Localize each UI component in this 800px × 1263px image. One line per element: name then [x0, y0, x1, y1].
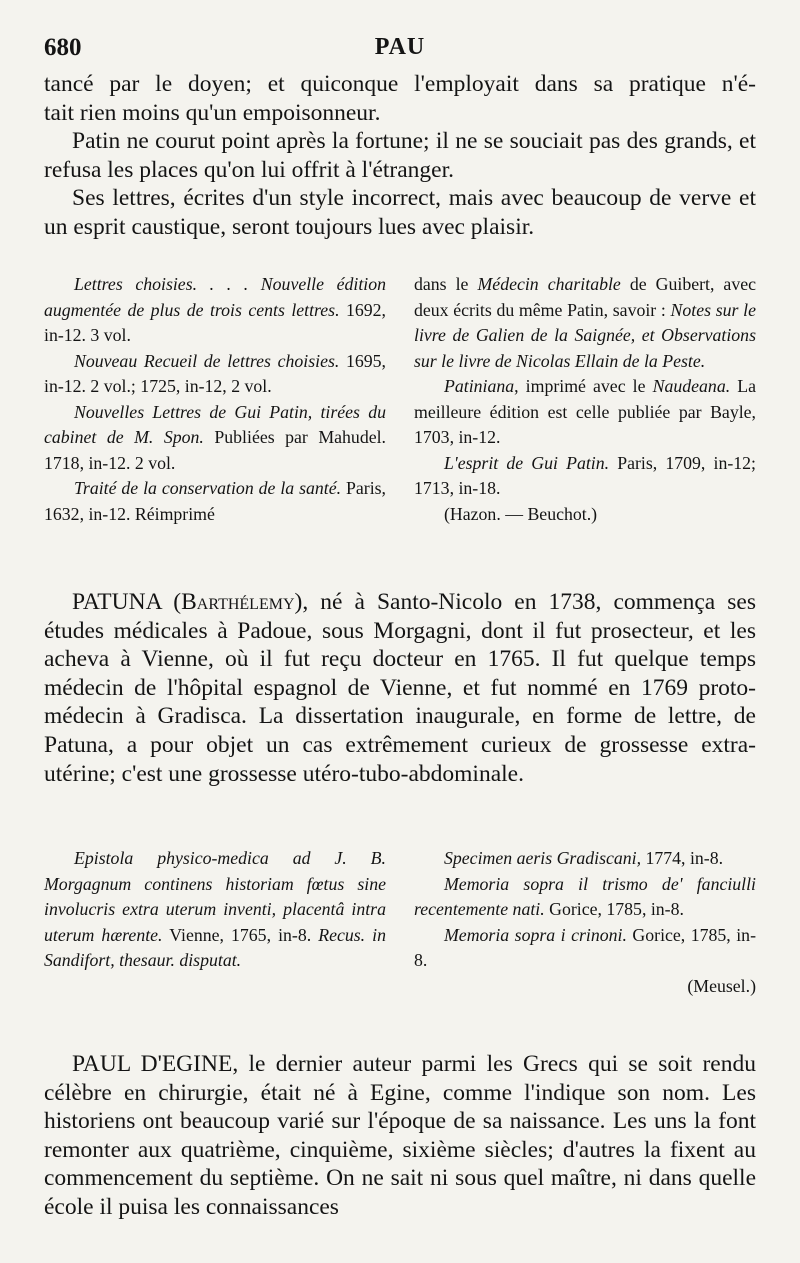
- bibliography-patuna: [44, 846, 756, 999]
- entry-headword: PATUNA: [72, 589, 162, 615]
- biblio-entry: Traité de la conservation de la santé. Paris, 1632, in-12. Réimprimé: [44, 478, 387, 524]
- running-head: PAU: [374, 34, 426, 60]
- paragraph-lettres: Ses lettres, écrites d'un style incorrect, mais avec beaucoup de verve et un esprit caustique, seront toujours lues avec plaisir.: [44, 185, 756, 240]
- bibliography-left-column: [44, 846, 386, 999]
- biblio-entry-continued: dans le Médecin charitable de Guibert, avec deux écrits du même Patin, savoir : Notes sur le livre de Galien de la Saignée, et Observations sur le livre de Nicolas Ellain de la Peste.: [414, 274, 756, 371]
- biblio-entry: Nouveau Recueil de lettres choisies. 1695, in-12. 2 vol.; 1725, in-12, 2 vol.: [44, 350, 386, 396]
- bibliography-left-column: [44, 272, 386, 527]
- bibliography-right-column: [414, 846, 756, 999]
- bibliography-patin: [44, 272, 756, 527]
- intro-text: [44, 70, 756, 242]
- entry-headword: PAUL D'EGINE: [72, 1051, 233, 1077]
- biblio-entry: Specimen aeris Gradiscani, 1774, in-8.: [444, 848, 724, 868]
- patuna-paragraph: PATUNA (Barthélemy), né à Santo-Nicolo en 1738, commença ses études médicales à Padoue, sous Morgagni, dont il fut prosecteur, et les acheva à Vienne, où il fut reçu docteur en 1765. Il fut quelque temps médecin de l'hôpital espagnol de Vienne, et fut nommé en 1769 proto-médecin à Gradisca. La dissertation inaugurale, en forme de lettre, de Patuna, a pour objet un cas extrêmement curieux de grossesse extra-utérine; c'est une grossesse utéro-tubo-abdominale.: [44, 589, 756, 787]
- biblio-entry: Nouvelles Lettres de Gui Patin, tirées du cabinet de M. Spon. Publiées par Mahudel. 1718, in-12. 2 vol.: [44, 401, 386, 473]
- entry-patuna: [44, 588, 756, 788]
- biblio-entry: Memoria sopra i crinoni. Gorice, 1785, in-8.: [414, 924, 756, 970]
- page-header: [44, 30, 756, 64]
- paragraph-fortune: Patin ne courut point après la fortune; il ne se souciait pas des grands, et refusa les places qu'on lui offrit à l'étranger.: [44, 128, 756, 183]
- entry-firstname: Barthélemy: [181, 589, 295, 615]
- biblio-entry: Epistola physico-medica ad J. B. Morgagnum continens historiam fœtus sine involucris extra uterum inventi, placentâ intra uterum hærente. Vienne, 1765, in-8. Recus. in Sandifort, thesaur. disputat.: [44, 848, 387, 970]
- biblio-entry: Memoria sopra il trismo de' fanciulli recentemente nati. Gorice, 1785, in-8.: [414, 873, 756, 919]
- page-number: 680: [44, 34, 82, 61]
- intro-line-1: tancé par le doyen; et quiconque l'employait dans sa pratique n'é-: [44, 71, 756, 97]
- biblio-entry: L'esprit de Gui Patin. Paris, 1709, in-12; 1713, in-18.: [414, 452, 756, 498]
- paul-paragraph: PAUL D'EGINE, le dernier auteur parmi les Grecs qui se soit rendu célèbre en chirurgie, était né à Egine, comme l'indique son nom. Les historiens ont beaucoup varié sur l'époque de sa naissance. Les uns la font remonter aux quatrième, cinquième, sixième siècles; d'autres la fixent au commencement du septième. On ne sait ni sous quel maître, ni dans quelle école il puisa les connaissances: [44, 1051, 756, 1220]
- bibliography-right-column: [414, 272, 756, 527]
- intro-line-2: tait rien moins qu'un empoisonneur.: [44, 99, 381, 126]
- biblio-entry: Lettres choisies. . . . Nouvelle édition augmentée de plus de trois cents lettres. 1692, in-12. 3 vol.: [44, 274, 386, 345]
- biblio-entry: Patiniana, imprimé avec le Naudeana. La meilleure édition est celle publiée par Bayle, 1703, in-12.: [414, 376, 757, 447]
- attribution: (Hazon. — Beuchot.): [444, 503, 598, 524]
- attribution: (Meusel.): [687, 975, 756, 996]
- entry-paul-degine: [44, 1050, 756, 1222]
